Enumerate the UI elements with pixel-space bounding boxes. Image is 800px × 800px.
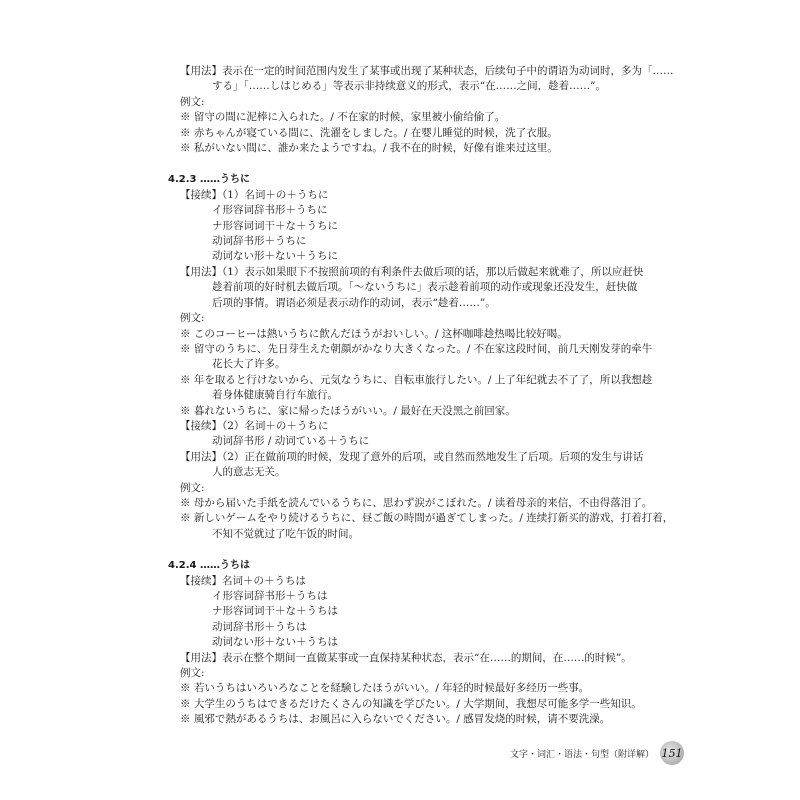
text-line: 动词辞书形＋うちは	[212, 620, 307, 633]
text-line: 人的意志无关。	[212, 466, 286, 479]
text-line: 动词ない形＋ない＋うちは	[212, 636, 338, 649]
text-line: ※ 風邪で熱があるうちは、お風呂に入らないでください。/ 感冒发烧的时候，请不要洗澡。	[180, 713, 611, 726]
text-line: 【接续】名词＋の＋うちは	[180, 574, 306, 587]
text-line: ※ 年を取ると行けないから、元気なうちに、自転車旅行したい。/ 上了年纪就去不了了，所以我想趁	[180, 373, 653, 386]
text-line: ※ 大学生のうちはできるだけたくさんの知識を学びたい。/ 大学期间，我想尽可能多学一些知识。	[180, 697, 642, 710]
text-line: ※ 私がいない間に、誰か来たようですね。/ 我不在的时候，好像有谁来过这里。	[180, 142, 558, 155]
usage-line: 【用法】表示在一定的时间范围内发生了某事或出现了某种状态，后续句子中的谓语为动词时，多为「……	[180, 65, 674, 77]
section-heading: 4.2.3 ……うちに	[168, 174, 250, 186]
text-line: 例文:	[180, 481, 205, 494]
section-gap	[168, 156, 638, 168]
text-line: 例文:	[180, 95, 205, 108]
text-line: 【用法】（2）正在做前项的时候，发现了意外的后项，或自然而然地发生了后项。后项的发生与讲话	[180, 450, 644, 463]
text-line: 后项的事情。谓语必须是表示动作的动词，表示“趁着……”。	[212, 296, 496, 309]
section-gap	[168, 542, 638, 554]
text-line: 花长大了许多。	[212, 358, 286, 371]
text-line: 【接续】（2）名词＋の＋うちに	[180, 419, 329, 432]
text-line: ※ 赤ちゃんが寝ている間に、洗濯をしました。/ 在婴儿睡觉的时候，洗了衣服。	[180, 126, 558, 139]
text-line: 趁着前项的好时机去做后项。「～ないうちに」表示趁着前项的动作或现象还没发生，赶快做	[212, 281, 638, 294]
section-heading: 4.2.4 ……うちは	[168, 560, 250, 572]
text-line: 【用法】表示在整个期间一直做某事或一直保持某种状态，表示“在……的期间，在……的时候”。	[180, 651, 632, 664]
text-line: ナ形容词词干＋な＋うちに	[212, 219, 338, 232]
text-line: ※ 若いうちはいろいろなことを経験したほうがいい。/ 年轻的时候最好多经历一些事。	[180, 682, 590, 695]
text-line: 动词辞书形 / 动词ている＋うちに	[212, 435, 370, 448]
page-footer	[510, 741, 684, 765]
text-line: 例文:	[180, 312, 205, 325]
text-line: イ形容词辞书形＋うちに	[212, 204, 328, 217]
text-line: ナ形容词词干＋な＋うちは	[212, 605, 338, 618]
text-line: 【接续】（1）名词＋の＋うちに	[180, 188, 329, 201]
text-line: 动词辞书形＋うちに	[212, 235, 307, 248]
text-line: イ形容词辞书形＋うちは	[212, 590, 328, 602]
text-line: 【用法】（1）表示如果眼下不按照前项的有利条件去做后项的话，那以后做起来就难了，所以应赶快	[180, 265, 644, 278]
text-line: ※ このコーヒーは熱いうちに飲んだほうがおいしい。/ 这杯咖啡趁热喝比较好喝。	[180, 327, 568, 340]
text-line: ※ 留守のうちに、先日芽生えた朝顔がかなり大きくなった。/ 不在家这段时间，前几天刚发芽的牵牛	[180, 342, 653, 355]
text-line: ※ 母から届いた手紙を読んでいるうちに、思わず涙がこぼれた。/ 读着母亲的来信，不由得落泪了。	[180, 496, 653, 509]
text-line: 不知不觉就过了吃午饭的时间。	[212, 527, 359, 540]
text-line: ※ 留守の間に泥棒に入られた。/ 不在家的时候，家里被小偷给偷了。	[180, 111, 506, 124]
text-line: 例文:	[180, 667, 205, 680]
page-body	[168, 64, 674, 728]
text-line: 着身体健康骑自行车旅行。	[212, 389, 338, 402]
text-line: ※ 新しいゲームをやり続けるうちに、昼ご飯の時間が過ぎてしまった。/ 连续打新买的游戏，打着打着，	[180, 512, 674, 525]
text-line: 动词ない形＋ない＋うちに	[212, 250, 338, 263]
text-line: する」「……しはじめる」等表示非持续意义的形式，表示“在……之间，趁着……”。	[212, 80, 606, 93]
footer-book-title: 文字・词汇・语法・句型（附详解）	[510, 749, 655, 760]
page-number: 151	[660, 741, 684, 765]
text-line: ※ 暮れないうちに、家に帰ったほうがいい。/ 最好在天没黑之前回家。	[180, 404, 516, 417]
